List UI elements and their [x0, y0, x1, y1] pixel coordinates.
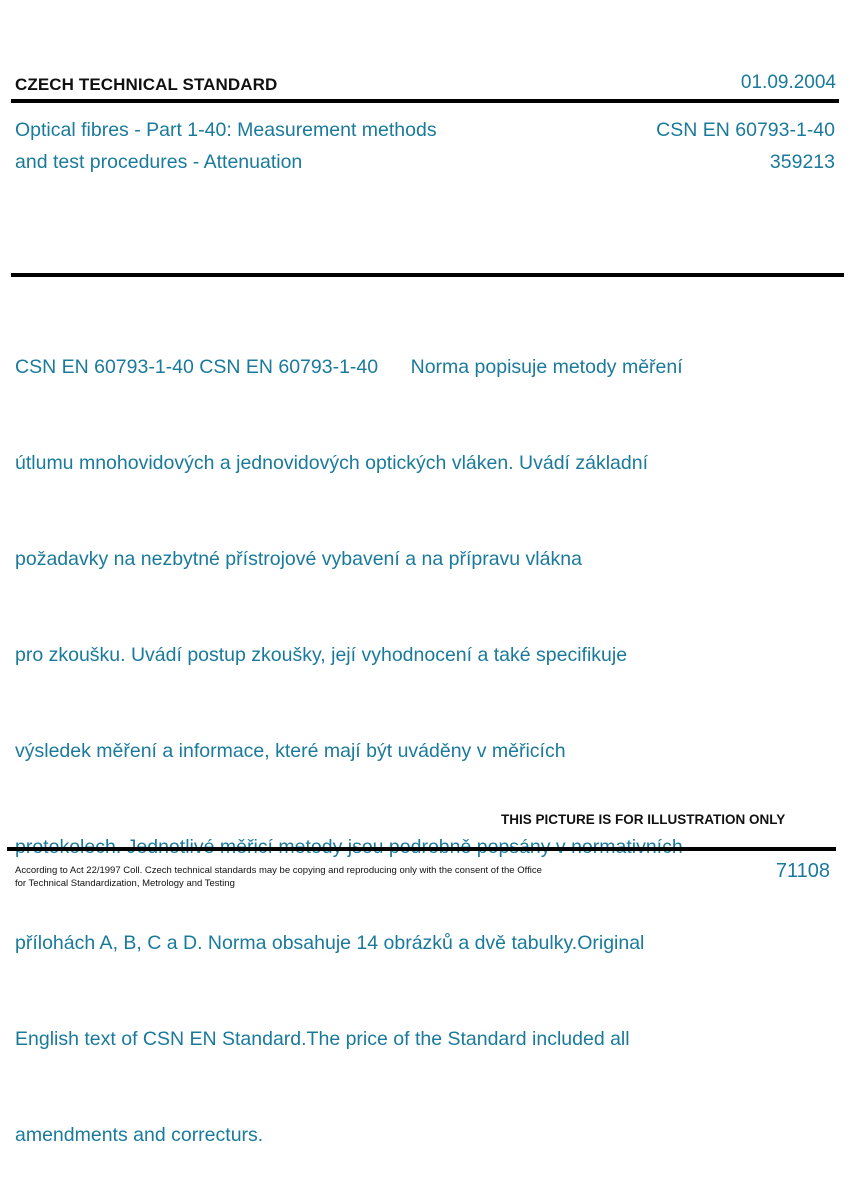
- description-line: CSN EN 60793-1-40 CSN EN 60793-1-40 Norma popisuje metody měření: [15, 356, 683, 378]
- description-line: výsledek měření a informace, které mají být uváděny v měřicích: [15, 740, 566, 762]
- standard-title-line-1: Optical fibres - Part 1-40: Measurement methods: [15, 119, 437, 141]
- description-line: pro zkoušku. Uvádí postup zkoušky, její vyhodnocení a také specifikuje: [15, 644, 628, 666]
- description-line: požadavky na nezbytné přístrojové vybavení a na přípravu vlákna: [15, 548, 582, 570]
- publication-date: 01.09.2004: [740, 72, 836, 93]
- catalog-number: 71108: [775, 860, 830, 882]
- illustration-disclaimer: THIS PICTURE IS FOR ILLUSTRATION ONLY: [501, 812, 786, 827]
- standard-title-line-2: and test procedures - Attenuation: [15, 151, 303, 173]
- description-line: útlumu mnohovidových a jednovidových optických vláken. Uvádí základní: [15, 452, 649, 474]
- header-divider: [11, 99, 839, 103]
- standard-description: [15, 287, 775, 1183]
- standard-number: 359213: [769, 151, 835, 173]
- copyright-notice-line-1: According to Act 22/1997 Coll. Czech technical standards may be copying and reproducing only with the consent of the Office: [15, 865, 542, 876]
- standard-identifiers: [656, 114, 835, 178]
- description-line: amendments and correcturs.: [15, 1124, 264, 1146]
- copyright-notice: [15, 864, 595, 890]
- standard-title: [15, 114, 575, 178]
- description-line: přílohách A, B, C a D. Norma obsahuje 14 obrázků a dvě tabulky.Original: [15, 932, 645, 954]
- standard-code: CSN EN 60793-1-40: [656, 119, 835, 141]
- description-line: English text of CSN EN Standard.The price of the Standard included all: [15, 1028, 630, 1050]
- title-divider: [11, 273, 844, 277]
- footer-divider: [7, 847, 836, 851]
- copyright-notice-line-2: for Technical Standardization, Metrology and Testing: [15, 878, 235, 889]
- document-type-label: CZECH TECHNICAL STANDARD: [15, 75, 278, 94]
